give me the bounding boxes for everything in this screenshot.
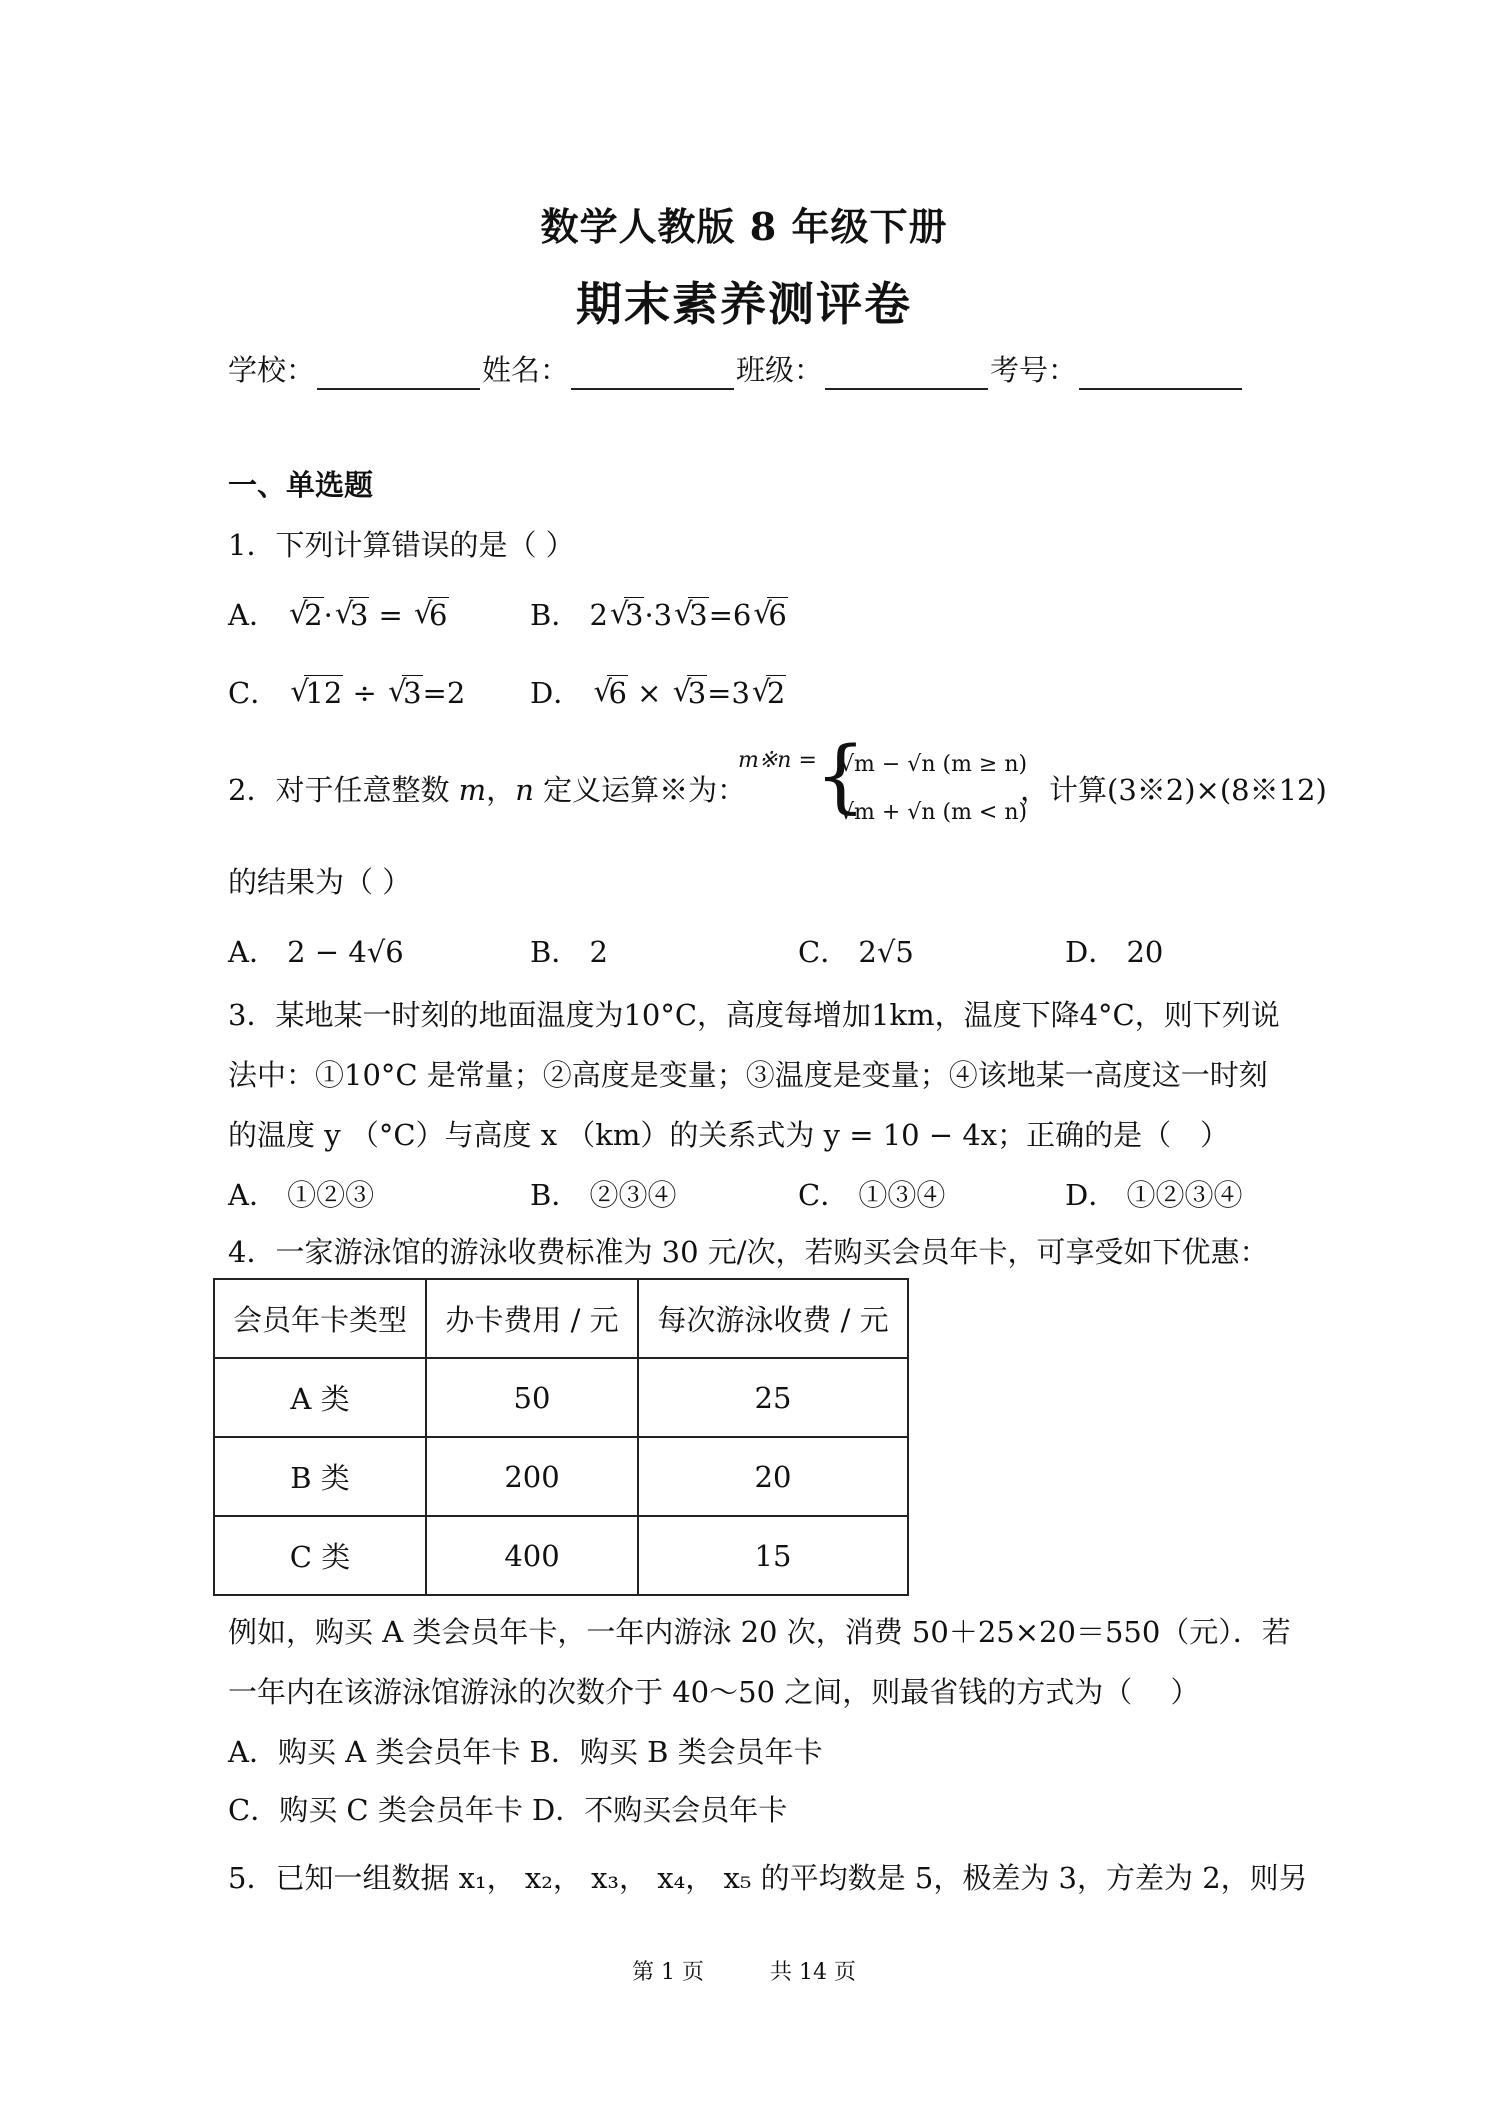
q1-option-d: D． √ 6 × √ 3=3√ 2 [530, 673, 786, 713]
q2-option-d: D． 20 [1065, 935, 1164, 969]
table-header-row [214, 1279, 908, 1358]
q2-option-a: A． 2 − 4√6 [228, 935, 404, 969]
table-cell: B 类 [214, 1437, 426, 1516]
q4-options-cd: C．购买 C 类会员年卡 D．不购买会员年卡 [228, 1793, 788, 1827]
field-class-label: 班级： [736, 353, 824, 387]
field-examno-label: 考号： [990, 353, 1078, 387]
table-header-cell: 会员年卡类型 [214, 1279, 426, 1358]
table-cell: 200 [426, 1437, 638, 1516]
table-row [214, 1437, 908, 1516]
q2-stem-end: 的结果为（ ） [228, 865, 412, 899]
q4-para1: 例如，购买 A 类会员年卡，一年内游泳 20 次，消费 50＋25×20＝550（元）．若 [228, 1615, 1291, 1649]
q3-option-a: A． ①②③ [228, 1178, 375, 1212]
table-cell: C 类 [214, 1516, 426, 1595]
q3-line2: 法中：①10°C 是常量；②高度是变量；③温度是变量；④该地某一高度这一时刻 [228, 1058, 1268, 1092]
field-school-blank[interactable] [317, 358, 480, 390]
field-examno-blank[interactable] [1079, 358, 1242, 390]
q2-calc: ，计算(3※2)×(8※12) [1020, 773, 1327, 807]
q3-option-d: D． ①②③④ [1065, 1178, 1243, 1212]
table-row [214, 1516, 908, 1595]
q3-line3: 的温度 y （°C）与高度 x （km）的关系式为 y = 10 − 4x；正确的是（ ） [228, 1118, 1230, 1152]
page-footer: 第 1 页 共 14 页 [632, 1960, 856, 1985]
q2-option-b: B． 2 [530, 935, 608, 969]
q4-options-ab: A．购买 A 类会员年卡 B．购买 B 类会员年卡 [228, 1735, 823, 1769]
q4-stem: 4．一家游泳馆的游泳收费标准为 30 元/次，若购买会员年卡，可享受如下优惠： [228, 1235, 1269, 1269]
field-class-blank[interactable] [825, 358, 988, 390]
fee-table [213, 1278, 909, 1596]
q1-option-a: A． √ 2·√ 3 = √ 6 [228, 595, 449, 635]
q2-case1: √m − √n (m ≥ n) [840, 752, 1028, 777]
q3-option-c: C． ①③④ [798, 1178, 946, 1212]
q1-stem: 1．下列计算错误的是（ ） [228, 528, 575, 562]
table-row [214, 1358, 908, 1437]
document-title: 数学人教版 8 年级下册 [540, 204, 948, 249]
table-header-cell: 办卡费用 / 元 [426, 1279, 638, 1358]
q5-stem: 5．已知一组数据 x₁， x₂， x₃， x₄， x₅ 的平均数是 5，极差为 3，方差为 2，则另 [228, 1861, 1308, 1895]
table-header-cell: 每次游泳收费 / 元 [638, 1279, 908, 1358]
field-school-label: 学校： [228, 353, 316, 387]
q4-para2: 一年内在该游泳馆游泳的次数介于 40～50 之间，则最省钱的方式为（ ） [228, 1675, 1200, 1709]
field-name-label: 姓名： [482, 353, 570, 387]
q2-stem: 2．对于任意整数 m，n 定义运算※为： [228, 773, 747, 807]
q2-case2: √m + √n (m < n) [840, 800, 1028, 825]
q2-option-c: C． 2√5 [798, 935, 914, 969]
table-cell: A 类 [214, 1358, 426, 1437]
q1-option-c: C． √ 12 ÷ √ 3=2 [228, 673, 465, 713]
table-cell: 20 [638, 1437, 908, 1516]
field-name-blank[interactable] [571, 358, 734, 390]
q2-brace: { [815, 729, 866, 822]
section-title: 一、单选题 [228, 468, 374, 502]
table-cell: 400 [426, 1516, 638, 1595]
student-info-fields [228, 350, 1244, 390]
document-subtitle: 期末素养测评卷 [576, 277, 912, 331]
q2-definition-lhs: m※n = [738, 748, 817, 773]
q1-option-b: B． 2√ 3·3√ 3=6√ 6 [530, 595, 788, 635]
table-cell: 50 [426, 1358, 638, 1437]
table-cell: 15 [638, 1516, 908, 1595]
q3-line1: 3．某地某一时刻的地面温度为10°C，高度每增加1km，温度下降4°C，则下列说 [228, 998, 1280, 1032]
q3-option-b: B． ②③④ [530, 1178, 677, 1212]
table-cell: 25 [638, 1358, 908, 1437]
